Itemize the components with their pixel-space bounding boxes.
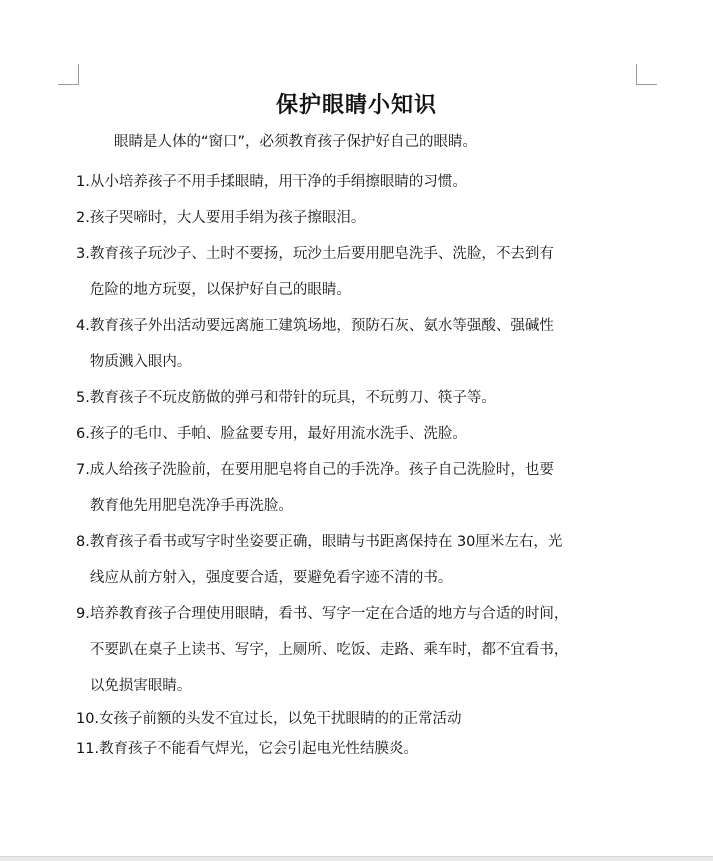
list-item-text bbox=[90, 200, 642, 236]
list-item-number: 3. bbox=[76, 246, 90, 262]
list-item-number: 1. bbox=[76, 174, 90, 190]
list-item bbox=[76, 308, 642, 380]
list-item-text bbox=[90, 308, 642, 380]
list-item-line: 教育孩子不能看气焊光，它会引起电光性结膜炎。 bbox=[99, 741, 419, 757]
list-item-number: 11. bbox=[76, 741, 100, 757]
list-item-line: 教育孩子看书或写字时坐姿要正确，眼睛与书距离保持在 30厘米左右，光 bbox=[89, 534, 563, 550]
list-item-number: 6. bbox=[76, 426, 90, 442]
list-item-number: 9. bbox=[76, 606, 90, 622]
list-item bbox=[76, 596, 642, 704]
margin-corner-top-right bbox=[636, 64, 657, 85]
list-item-number: 5. bbox=[76, 390, 90, 406]
list-item bbox=[76, 380, 642, 416]
list-item bbox=[76, 416, 642, 452]
list-item bbox=[76, 452, 642, 524]
list-item-line: 不要趴在桌子上读书、写字，上厕所、吃饭、走路、乘车时，都不宜看书， bbox=[89, 642, 569, 658]
list-item-text bbox=[90, 524, 642, 596]
list-item bbox=[76, 704, 642, 734]
list-item-text bbox=[90, 596, 642, 704]
list-item-text bbox=[90, 416, 642, 452]
list-item-line: 危险的地方玩耍，以保护好自己的眼睛。 bbox=[89, 282, 351, 298]
list-item-number: 8. bbox=[76, 534, 90, 550]
list-item-line: 教育孩子外出活动要远离施工建筑场地，预防石灰、氨水等强酸、强碱性 bbox=[89, 318, 554, 334]
list-item-text bbox=[90, 452, 642, 524]
list-item bbox=[76, 236, 642, 308]
list-item-number: 7. bbox=[76, 462, 90, 478]
list-item-text bbox=[99, 704, 642, 734]
page-bottom-edge bbox=[0, 856, 713, 861]
list-item-text bbox=[90, 164, 642, 200]
list-item-line: 线应从前方射入，强度要合适，要避免看字迹不清的书。 bbox=[89, 570, 453, 586]
list-item-line: 成人给孩子洗脸前，在要用肥皂将自己的手洗净。孩子自己洗脸时，也要 bbox=[89, 462, 554, 478]
list-item-line: 物质溅入眼内。 bbox=[89, 354, 192, 370]
list-item-line: 从小培养孩子不用手揉眼睛，用干净的手绢擦眼睛的习惯。 bbox=[89, 174, 467, 190]
list-item bbox=[76, 734, 642, 764]
list-item-line: 女孩子前额的头发不宜过长，以免干扰眼睛的的正常活动 bbox=[99, 711, 462, 727]
list-item-line: 教育孩子玩沙子、土时不要扬，玩沙土后要用肥皂洗手、洗脸，不去到有 bbox=[89, 246, 554, 262]
list-item bbox=[76, 164, 642, 200]
list-item-line: 孩子哭啼时，大人要用手绢为孩子擦眼泪。 bbox=[89, 210, 366, 226]
list-item-text bbox=[90, 380, 642, 416]
list-item-text bbox=[90, 236, 642, 308]
list-item-line: 教育他先用肥皂洗净手再洗脸。 bbox=[89, 498, 293, 514]
list-item-number: 10. bbox=[76, 711, 100, 727]
page-title: 保护眼睛小知识 bbox=[275, 92, 437, 118]
list-item-number: 2. bbox=[76, 210, 90, 226]
intro-paragraph: 眼睛是人体的“窗口”，必须教育孩子保护好自己的眼睛。 bbox=[114, 134, 478, 150]
list-item-line: 教育孩子不玩皮筋做的弹弓和带针的玩具，不玩剪刀、筷子等。 bbox=[89, 390, 496, 406]
list-item-text bbox=[99, 734, 642, 764]
list-item bbox=[76, 200, 642, 236]
list-item bbox=[76, 524, 642, 596]
list-item-line: 培养教育孩子合理使用眼睛，看书、写字一定在合适的地方与合适的时间， bbox=[89, 606, 569, 622]
list-item-line: 以免损害眼睛。 bbox=[89, 678, 192, 694]
list-item-line: 孩子的毛巾、手帕、脸盆要专用，最好用流水洗手、洗脸。 bbox=[89, 426, 467, 442]
tips-list bbox=[76, 164, 642, 764]
list-item-number: 4. bbox=[76, 318, 90, 334]
margin-corner-top-left bbox=[58, 64, 79, 85]
